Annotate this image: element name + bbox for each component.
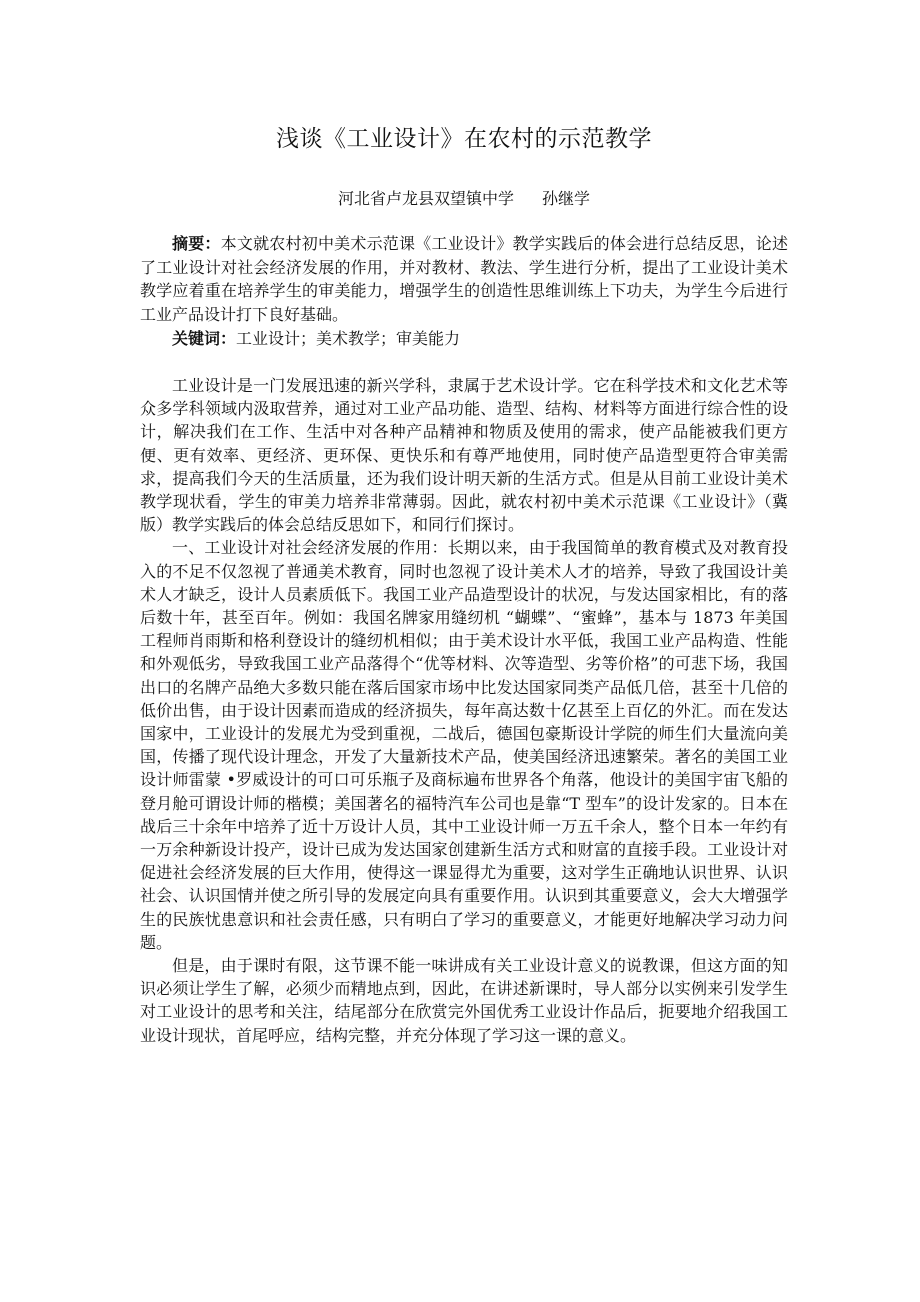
document-title: 浅谈《工业设计》在农村的示范教学 [276,126,652,152]
keywords-label: 关键词： [172,329,237,348]
abstract-label: 摘要： [172,234,221,253]
paragraph-section-1: 一、工业设计对社会经济发展的作用：长期以来，由于我国简单的教育模式及对教育投入的不足不仅忽视了普通美术教育，同时也忽视了设计美术人才的培养，导致了我国设计美术人才缺乏，设计人员素质低下。我国工业产品造型设计的状况，与发达国家相比，有的落后数十年，甚至百年。例如：我国名牌家用缝纫机 “蝴蝶”、“蜜蜂”，基本与 1873 年美国工程师肖雨斯和格利登设计的缝纫机相似；由于美术设计水平低，我国工业产品构造、性能和外观低劣，导致我国工业产品落得个“优等材料、次等造型、劣等价格”的可悲下场，我国出口的名牌产品绝大多数只能在落后国家市场中比发达国家同类产品低几倍，甚至十几倍的低价出售，由于设计因素而造成的经济损失，每年高达数十亿甚至上百亿的外汇。而在发达国家中，工业设计的发展尤为受到重视，二战后，德国包豪斯设计学院的师生们大量流向美国，传播了现代设计理念，开发了大量新技术产品，使美国经济迅速繁荣。著名的美国工业设计师雷蒙 •罗威设计的可口可乐瓶子及商标遍布世界各个角落，他设计的美国宇宙飞船的登月舱可谓设计师的楷模；美国著名的福特汽车公司也是靠“T 型车”的设计发家的。日本在战后三十余年中培养了近十万设计人员，其中工业设计师一万五千余人，整个日本一年约有一万余种新设计投产，设计已成为发达国家创建新生活方式和财富的直接手段。工业设计对促进社会经济发展的巨大作用，使得这一课显得尤为重要，这对学生正确地认识世界、认识社会、认识国情并使之所引导的发展定向具有重要作用。认识到其重要意义，会大大增强学生的民族忧患意识和社会责任感，只有明白了学习的重要意义，才能更好地解决学习动力问题。 [140,538,788,952]
paragraph-intro: 工业设计是一门发展迅速的新兴学科，隶属于艺术设计学。它在科学技术和文化艺术等众多学科领域内汲取营养，通过对工业产品功能、造型、结构、材料等方面进行综合性的设计，解决我们在工作、生活中对各种产品精神和物质及使用的需求，使产品能被我们更方便、更有效率、更经济、更环保、更快乐和有尊严地使用，同时使产品造型更符合审美需求，提高我们今天的生活质量，还为我们设计明天新的生活方式。但是从目前工业设计美术教学现状看，学生的审美力培养非常薄弱。因此，就农村初中美术示范课《工业设计》（冀版）教学实践后的体会总结反思如下，和同行们探讨。 [140,376,788,535]
keywords [140,327,788,351]
author-line [140,186,788,209]
abstract [140,232,788,326]
author-name: 孙继学 [542,189,591,208]
paragraph-section-1-cont: 但是，由于课时有限，这节课不能一味讲成有关工业设计意义的说教课，但这方面的知识必须让学生了解，必须少而精地点到，因此，在讲述新课时，导人部分以实例来引发学生对工业设计的思考和关注，结尾部分在欣赏完外国优秀工业设计作品后，扼要地介绍我国工业设计现状，首尾呼应，结构完整，并充分体现了学习这一课的意义。 [140,956,788,1045]
author-school: 河北省卢龙县双望镇中学 [337,189,514,208]
body-text [140,374,788,1047]
abstract-text: 本文就农村初中美术示范课《工业设计》教学实践后的体会进行总结反思，论述了工业设计对社会经济发展的作用，并对教材、教法、学生进行分析，提出了工业设计美术教学应着重在培养学生的审美能力，增强学生的创造性思维训练上下功夫，为学生今后进行工业产品设计打下良好基础。 [140,234,788,324]
keywords-text: 工业设计；美术教学；审美能力 [236,329,461,348]
